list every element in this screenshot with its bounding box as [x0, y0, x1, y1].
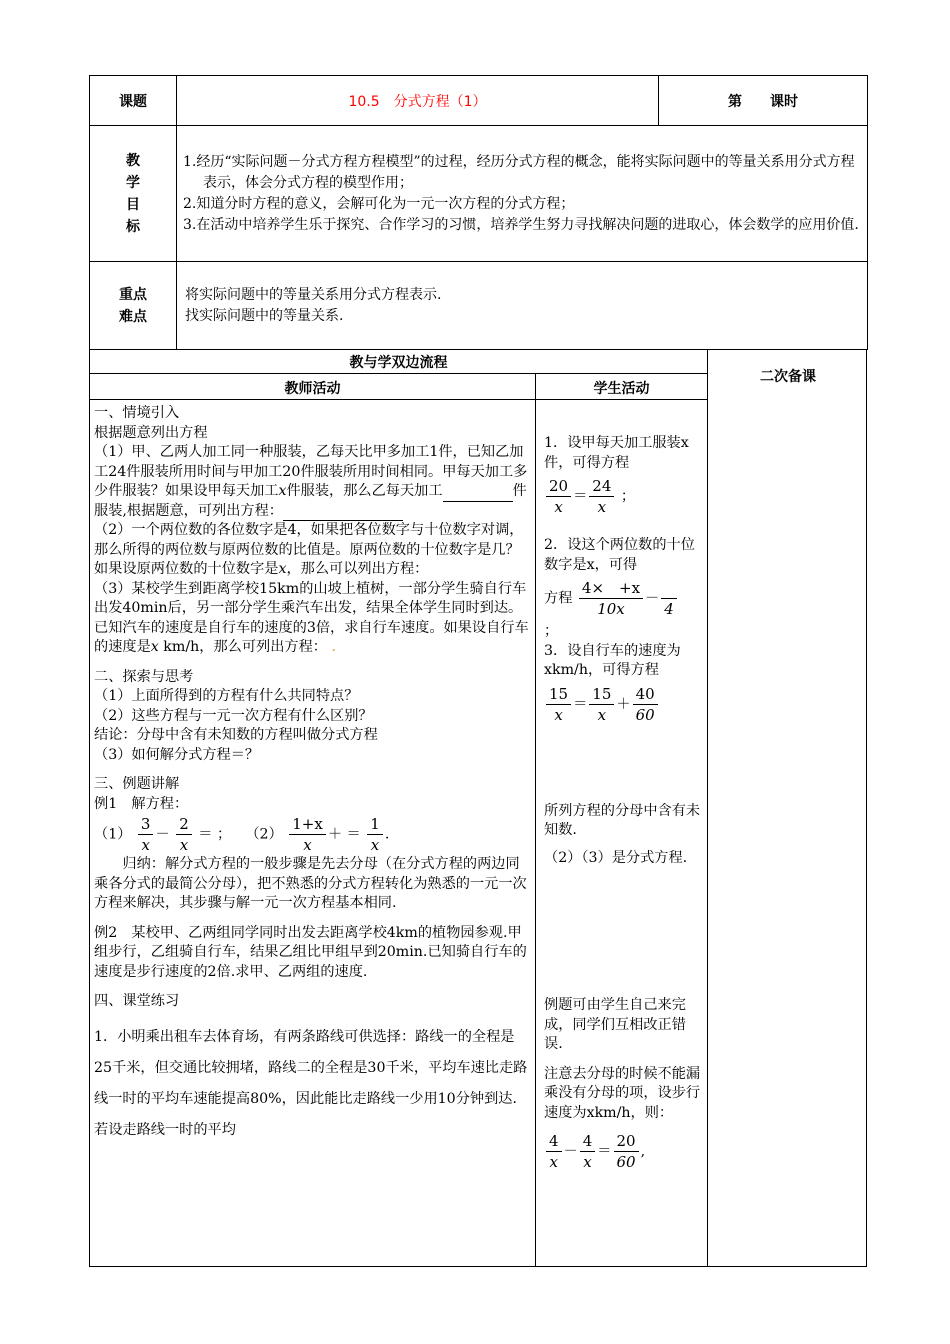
header-table	[89, 75, 868, 350]
note-1: 所列方程的分母中含有未知数.	[544, 802, 701, 838]
key-points-content	[177, 262, 868, 350]
topic-label: 课题	[90, 76, 177, 126]
summary: 归纳：解分式方程的一般步骤是先去分母（在分式方程的两边同乘各分式的最简公分母），把不熟悉的分式方程转化为熟悉的一元一次方程来解决，其步骤与解一元一次方程基本相同.	[94, 856, 527, 911]
key-points-label: 重点 难点	[90, 262, 177, 350]
teacher-activity-column: 一、情境引入 根据题意列出方程 （1）甲、乙两人加工同一种服装，乙每天比甲多加工1件，已知乙加工24件服装所用时间与甲加工20件服装所用时间相同。甲每天加工多少件服装？如果设甲每天加工x件服装，那么乙每天加工 件服装,根据题意，可列出方程： （2）一个两位数的各位数字是4，如果把各位数字与十位数字对调，那么所得的两位数与原两位数的比值是。原两位数的十位数字是几？如果设原两位数的十位数字是x，那么可以列出方程： （3）某校学生到距离学校15km的山坡上植树，一部分学生骑自行车出发40min后，另一部分学生乘汽车出发，结果全体学生同时到达。已知汽车的速度是自行车的速度的3倍，求自行车速度。如果设自行车的速度是x km/h，那么可列出方程： . 二、探索与思考 （1）上面所得到的方程有什么共同特点？ （2）这些方程与一元一次方程有什么区别？ 结论：分母中含有未知数的方程叫做分式方程 （3）如何解分式方程＝？ 三、例题讲解 例1 解方程： （1） $\frac{3}{x}$ － $\frac{2}{x}$ ＝ ； （2） $\frac{1+x}{x}$ ＋ ＝ $\frac{1}{x}$ . 归纳：解分式方程的一般步骤是先去分母（在分式方程的两边同乘各分式的最简公分母），把不熟悉的分式方程转化为熟悉的一元一次方程来解决，其步骤与解一元一次方程基本相同. 例2 某校甲、乙两组同学同时出发去距离学校4km的植物园参观.甲组步行，乙组骑自行车，结果乙组比甲组早到20min.已知骑自行车的速度是步行速度的2倍.求甲、乙两组的速度. 四、课堂练习 1．小明乘出租车去体育场，有两条路线可供选择：路线一的全程是25千米，但交通比较拥堵，路线二的全程是30千米，平均车速比走路线一时的平均车速能提高80%，因此能比走路线一少用10分钟到达．若设走路线一时的平均	[94, 404, 530, 1146]
example-2: 例2 某校甲、乙两组同学同时出发去距离学校4km的植物园参观.甲组步行，乙组骑自行车，结果乙组比甲组早到20min.已知骑自行车的速度是步行速度的2倍.求甲、乙两组的速度.	[94, 924, 527, 980]
lesson-plan-page	[89, 75, 867, 1267]
practice-1: 1．小明乘出租车去体育场，有两条路线可供选择：路线一的全程是25千米，但交通比较拥堵，路线二的全程是30千米，平均车速比走路线一时的平均车速能提高80%，因此能比走路线一少用10分钟到达．若设走路线一时的平均	[94, 1028, 528, 1138]
question-3: （3）某校学生到距离学校15km的山坡上植树，一部分学生骑自行车出发40min后，另一部分学生乘汽车出发，结果全体学生同时到达。已知汽车的速度是自行车的速度的3倍，求自行车速度。如果设自行车的速度是x km/h，那么可列出方程： .	[94, 580, 529, 655]
student-activity-column: 1．设甲每天加工服装x件，可得方程 $\frac{20}{x}$ ＝ $\frac{24}{x}$ ； 2．设这个两位数的十位数字是x，可得 方程 $\frac{4\times +x}{10x}$ － 4 ； 3．设自行车的速度为xkm/h，可得方程 $\frac{15}{x}$ ＝ $\frac{15}{x}$ ＋ $\frac{40}{60}$ 所列方程的分母中含有未知数. （2）（3）是分式方程. 例题可由学生自己来完成，同学们互相改正错误. 注意去分母的时候不能漏乘没有分母的项，设步行速度为xkm/h，则： $\frac{4}{x}$ － $\frac{4}{x}$ ＝ $\frac{20}{60}$ ,	[544, 404, 704, 1175]
example-1-equations: （1） $\frac{3}{x}$ － $\frac{2}{x}$ ＝ ； （2） $\frac{1+x}{x}$ ＋ ＝ $\frac{1}{x}$ .	[94, 815, 390, 854]
student-activity-header: 学生活动	[593, 381, 650, 397]
second-prep-header: 二次备课	[760, 369, 816, 385]
section-heading: 三、例题讲解	[94, 776, 180, 792]
goal-item: 3.在活动中培养学生乐于探究、合作学习的习惯，培养学生努力寻找解决问题的进取心，体会数学的应用价值.	[183, 216, 859, 233]
answer-1: 1．设甲每天加工服装x件，可得方程	[544, 435, 689, 471]
answer-3: 3．设自行车的速度为xkm/h，可得方程	[544, 642, 681, 678]
question-1: （1）甲、乙两人加工同一种服装，乙每天比甲多加工1件，已知乙加工24件服装所用时间与甲加工20件服装所用时间相同。甲每天加工多少件服装？如果设甲每天加工x件服装，那么乙每天加工 件服装,根据题意，可列出方程：	[94, 443, 530, 521]
example-1: 例1 解方程：	[94, 795, 189, 812]
teaching-flow-section	[89, 349, 867, 1267]
goals-label: 教 学 目 标	[90, 126, 177, 262]
key-point: 将实际问题中的等量关系用分式方程表示.	[185, 286, 442, 303]
lesson-title: 10.5 分式方程（1）	[177, 76, 659, 126]
section-heading: 四、课堂练习	[94, 993, 180, 1009]
question-2: （2）一个两位数的各位数字是4，如果把各位数字与十位数字对调，那么所得的两位数与原两位数的比值是。原两位数的十位数字是几？如果设原两位数的十位数字是x，那么可以列出方程：	[94, 522, 524, 577]
conclusion: 结论：分母中含有未知数的方程叫做分式方程	[94, 727, 378, 743]
note-2: （2）（3）是分式方程.	[544, 849, 688, 866]
note-3: 例题可由学生自己来完成，同学们互相改正错误.	[544, 997, 686, 1052]
note-4: 注意去分母的时候不能漏乘没有分母的项，设步行速度为xkm/h，则：	[544, 1065, 701, 1121]
flow-title: 教与学双边流程	[349, 355, 448, 371]
teacher-activity-header: 教师活动	[284, 381, 341, 397]
goal-item: 2.知道分时方程的意义，会解可化为一元一次方程的分式方程；	[183, 195, 575, 212]
section-heading: 一、情境引入	[94, 405, 180, 421]
period-label: 第 课时	[659, 76, 868, 126]
goals-content	[177, 126, 868, 262]
answer-2: 2．设这个两位数的十位数字是x，可得	[544, 537, 695, 573]
key-point: 找实际问题中的等量关系.	[185, 307, 344, 324]
section-heading: 二、探索与思考	[94, 668, 194, 685]
goal-item: 1.经历“实际问题－分式方程方程模型”的过程，经历分式方程的概念，能将实际问题中的等量关系用分式方程表示，体会分式方程的模型作用；	[183, 153, 855, 191]
